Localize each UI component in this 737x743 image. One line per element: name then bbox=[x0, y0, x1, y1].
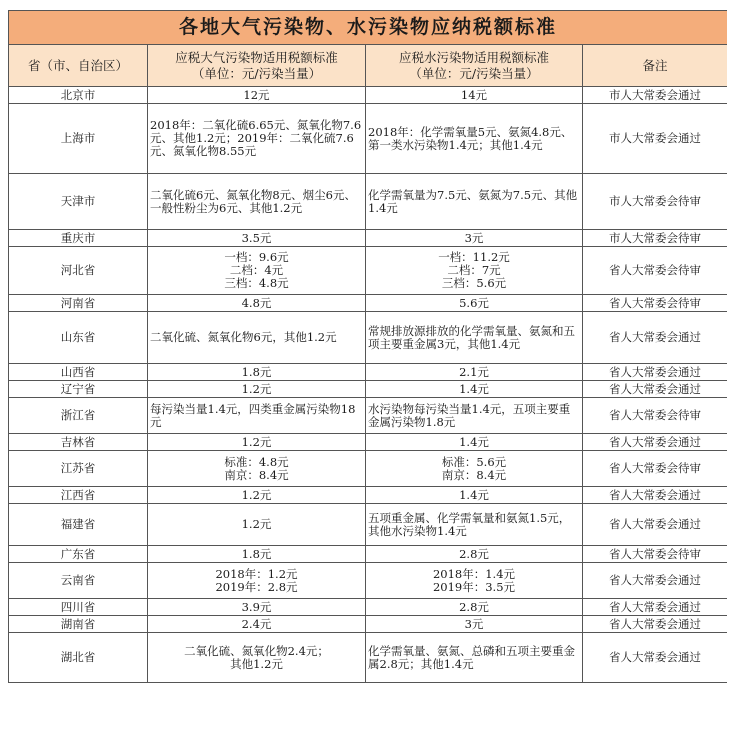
province-cell: 湖北省 bbox=[9, 633, 148, 683]
header-water-line1: 应税水污染物适用税额标准 bbox=[398, 49, 549, 65]
province-cell: 云南省 bbox=[9, 563, 148, 599]
air-tax-cell: 每污染当量1.4元，四类重金属污染物18元 bbox=[148, 398, 366, 434]
water-tax-cell: 5.6元 bbox=[366, 295, 583, 312]
note-cell: 市人大常委会通过 bbox=[583, 87, 728, 104]
table-row bbox=[9, 174, 728, 230]
table-row bbox=[9, 633, 728, 683]
air-tax-cell: 12元 bbox=[148, 87, 366, 104]
table-row bbox=[9, 434, 728, 451]
air-tax-cell: 二氧化硫、氮氧化物6元，其他1.2元 bbox=[148, 312, 366, 364]
air-tax-cell: 1.2元 bbox=[148, 434, 366, 451]
note-cell: 市人大常委会待审 bbox=[583, 230, 728, 247]
table-row bbox=[9, 546, 728, 563]
table-row bbox=[9, 312, 728, 364]
water-tax-cell: 常规排放源排放的化学需氧量、氨氮和五项主要重金属3元，其他1.4元 bbox=[366, 312, 583, 364]
table-row bbox=[9, 398, 728, 434]
note-cell: 省人大常委会通过 bbox=[583, 312, 728, 364]
air-tax-cell-line: 二氧化硫、氮氧化物2.4元； bbox=[184, 643, 329, 658]
header-air-standard bbox=[148, 45, 366, 87]
air-tax-cell-line: 2018年：1.2元 bbox=[215, 566, 298, 581]
air-tax-cell-line: 南京：8.4元 bbox=[224, 467, 289, 482]
header-air-line2: （单位：元/污染当量） bbox=[191, 65, 322, 81]
air-tax-cell: 2.4元 bbox=[148, 616, 366, 633]
note-cell: 省人大常委会通过 bbox=[583, 563, 728, 599]
note-cell: 省人大常委会通过 bbox=[583, 599, 728, 616]
water-tax-cell bbox=[366, 247, 583, 295]
air-tax-cell: 3.9元 bbox=[148, 599, 366, 616]
province-cell: 河南省 bbox=[9, 295, 148, 312]
air-tax-cell: 3.5元 bbox=[148, 230, 366, 247]
table-row bbox=[9, 487, 728, 504]
air-tax-cell: 1.8元 bbox=[148, 364, 366, 381]
header-note: 备注 bbox=[583, 45, 728, 87]
province-cell: 四川省 bbox=[9, 599, 148, 616]
province-cell: 山东省 bbox=[9, 312, 148, 364]
note-cell: 省人大常委会待审 bbox=[583, 398, 728, 434]
province-cell: 广东省 bbox=[9, 546, 148, 563]
air-tax-cell: 4.8元 bbox=[148, 295, 366, 312]
province-cell: 江苏省 bbox=[9, 451, 148, 487]
air-tax-cell: 1.8元 bbox=[148, 546, 366, 563]
air-tax-cell bbox=[148, 451, 366, 487]
water-tax-cell-line: 南京：8.4元 bbox=[441, 467, 507, 482]
air-tax-cell: 2018年：二氧化硫6.65元、氮氧化物7.6元、其他1.2元；2019年：二氧化硫7.6元、氮氧化物8.55元 bbox=[148, 104, 366, 174]
water-tax-cell: 14元 bbox=[366, 87, 583, 104]
water-tax-cell: 1.4元 bbox=[366, 487, 583, 504]
water-tax-cell: 化学需氧量、氨氮、总磷和五项主要重金属2.8元；其他1.4元 bbox=[366, 633, 583, 683]
note-cell: 省人大常委会待审 bbox=[583, 295, 728, 312]
note-cell: 省人大常委会通过 bbox=[583, 504, 728, 546]
water-tax-cell-line: 二档：7元 bbox=[447, 263, 501, 277]
table-row bbox=[9, 230, 728, 247]
province-cell: 河北省 bbox=[9, 247, 148, 295]
water-tax-cell bbox=[366, 563, 583, 599]
note-cell: 市人大常委会通过 bbox=[583, 104, 728, 174]
province-cell: 北京市 bbox=[9, 87, 148, 104]
air-tax-cell-line: 标准：4.8元 bbox=[224, 454, 289, 469]
table-row bbox=[9, 87, 728, 104]
table-title: 各地大气污染物、水污染物应纳税额标准 bbox=[9, 11, 728, 45]
province-cell: 重庆市 bbox=[9, 230, 148, 247]
water-tax-cell: 2.8元 bbox=[366, 546, 583, 563]
air-tax-cell bbox=[148, 633, 366, 683]
water-tax-cell: 1.4元 bbox=[366, 381, 583, 398]
note-cell: 省人大常委会通过 bbox=[583, 434, 728, 451]
table-row bbox=[9, 599, 728, 616]
air-tax-cell: 1.2元 bbox=[148, 487, 366, 504]
water-tax-cell-line: 一档：11.2元 bbox=[438, 250, 510, 264]
air-tax-cell-line: 三档：4.8元 bbox=[224, 276, 289, 290]
table-row bbox=[9, 295, 728, 312]
tax-standard-table bbox=[8, 10, 727, 683]
province-cell: 上海市 bbox=[9, 104, 148, 174]
air-tax-cell bbox=[148, 247, 366, 295]
water-tax-cell-line: 2019年：3.5元 bbox=[432, 579, 516, 594]
air-tax-cell: 二氧化硫6元、氮氧化物8元、烟尘6元、一般性粉尘为6元、其他1.2元 bbox=[148, 174, 366, 230]
water-tax-cell: 化学需氧量为7.5元、氨氮为7.5元、其他1.4元 bbox=[366, 174, 583, 230]
province-cell: 福建省 bbox=[9, 504, 148, 546]
note-cell: 省人大常委会通过 bbox=[583, 633, 728, 683]
table-row bbox=[9, 364, 728, 381]
air-tax-cell bbox=[148, 563, 366, 599]
water-tax-cell: 水污染物每污染当量1.4元，五项主要重金属污染物1.8元 bbox=[366, 398, 583, 434]
province-cell: 湖南省 bbox=[9, 616, 148, 633]
note-cell: 省人大常委会通过 bbox=[583, 381, 728, 398]
note-cell: 省人大常委会通过 bbox=[583, 487, 728, 504]
province-cell: 吉林省 bbox=[9, 434, 148, 451]
province-cell: 江西省 bbox=[9, 487, 148, 504]
water-tax-cell: 2.8元 bbox=[366, 599, 583, 616]
province-cell: 辽宁省 bbox=[9, 381, 148, 398]
table-row bbox=[9, 104, 728, 174]
note-cell: 省人大常委会待审 bbox=[583, 451, 728, 487]
note-cell: 省人大常委会待审 bbox=[583, 546, 728, 563]
table-row bbox=[9, 616, 728, 633]
air-tax-cell: 1.2元 bbox=[148, 504, 366, 546]
table-row bbox=[9, 451, 728, 487]
note-cell: 省人大常委会待审 bbox=[583, 247, 728, 295]
header-air-line1: 应税大气污染物适用税额标准 bbox=[175, 49, 338, 65]
note-cell: 省人大常委会通过 bbox=[583, 364, 728, 381]
province-cell: 天津市 bbox=[9, 174, 148, 230]
air-tax-cell: 1.2元 bbox=[148, 381, 366, 398]
province-cell: 浙江省 bbox=[9, 398, 148, 434]
air-tax-cell-line: 2019年：2.8元 bbox=[215, 579, 298, 594]
table-row bbox=[9, 504, 728, 546]
table-body bbox=[9, 87, 728, 683]
air-tax-cell-line: 其他1.2元 bbox=[230, 656, 283, 671]
header-province: 省（市、自治区） bbox=[9, 45, 148, 87]
header-water-standard bbox=[366, 45, 583, 87]
water-tax-cell: 2.1元 bbox=[366, 364, 583, 381]
water-tax-cell: 3元 bbox=[366, 616, 583, 633]
header-water-line2: （单位：元/污染当量） bbox=[409, 65, 539, 81]
air-tax-cell-line: 一档：9.6元 bbox=[224, 250, 289, 264]
table-row bbox=[9, 563, 728, 599]
tax-standard-document bbox=[8, 10, 727, 743]
air-tax-cell-line: 二档：4元 bbox=[229, 263, 284, 277]
note-cell: 省人大常委会通过 bbox=[583, 616, 728, 633]
water-tax-cell: 2018年：化学需氧量5元、氨氮4.8元、第一类水污染物1.4元；其他1.4元 bbox=[366, 104, 583, 174]
water-tax-cell-line: 三档：5.6元 bbox=[441, 276, 507, 290]
water-tax-cell: 1.4元 bbox=[366, 434, 583, 451]
water-tax-cell: 五项重金属、化学需氧量和氨氮1.5元，其他水污染物1.4元 bbox=[366, 504, 583, 546]
province-cell: 山西省 bbox=[9, 364, 148, 381]
water-tax-cell: 3元 bbox=[366, 230, 583, 247]
table-row bbox=[9, 247, 728, 295]
table-row bbox=[9, 381, 728, 398]
water-tax-cell-line: 2018年：1.4元 bbox=[432, 566, 516, 581]
note-cell: 市人大常委会待审 bbox=[583, 174, 728, 230]
water-tax-cell bbox=[366, 451, 583, 487]
water-tax-cell-line: 标准：5.6元 bbox=[441, 454, 507, 469]
